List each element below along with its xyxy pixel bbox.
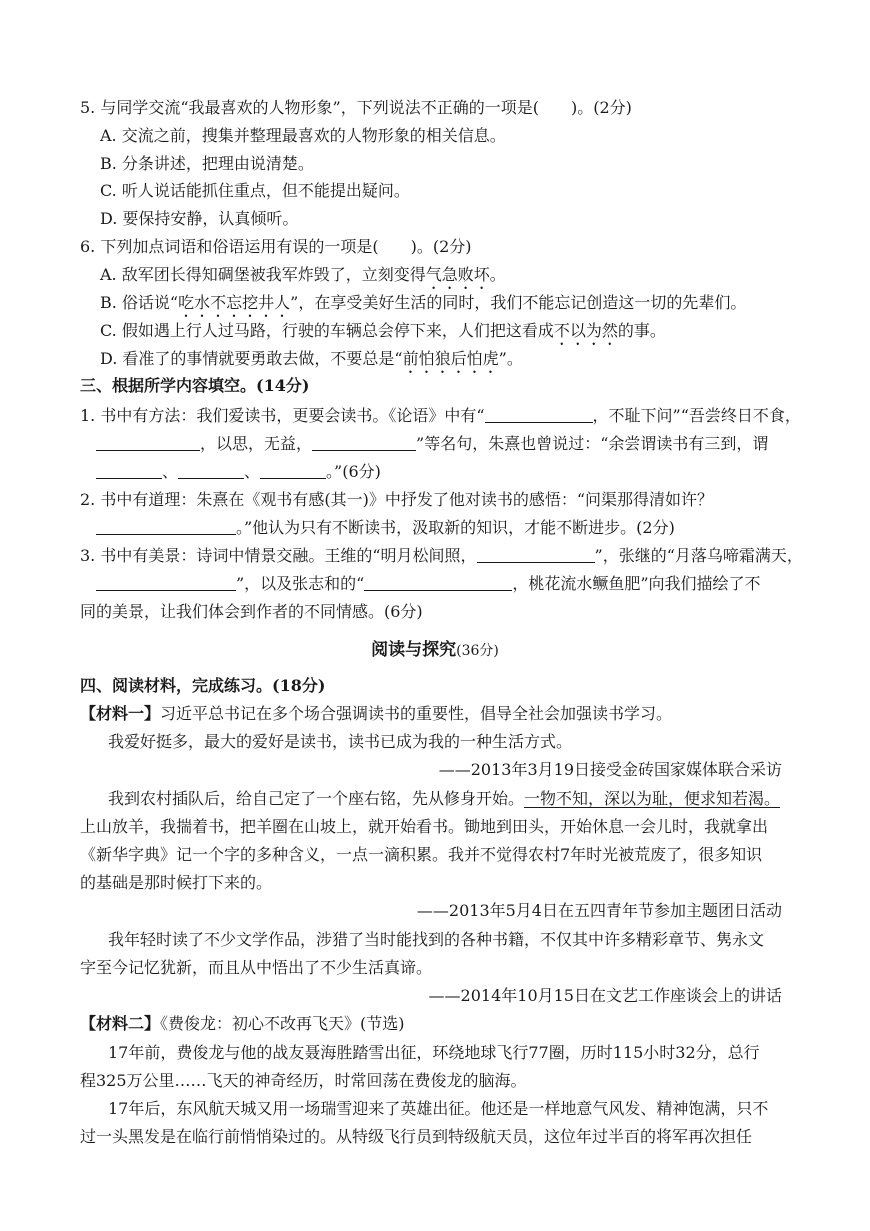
- fill-2-line-1: 2. 书中有道理：朱熹在《观书有感(其一)》中抒发了他对读书的感悟：“问渠那得清如许？: [80, 490, 714, 509]
- fill-3-text: ”，以及张志和的“: [236, 574, 365, 593]
- fill-1-text: 。”(6分): [326, 462, 381, 481]
- fill-3-text: 3. 书中有美景：诗词中情景交融。王维的“明月松间照，: [80, 546, 477, 565]
- question-5-option-a: A. 交流之前，搜集并整理最喜欢的人物形象的相关信息。: [100, 126, 506, 145]
- fill-3-line-2: [80, 574, 761, 594]
- option-b-end: ”，在享受美好生活的同时，我们不能忘记创造这一切的先辈们。: [290, 293, 747, 312]
- dotted-phrase: 气急败坏: [425, 265, 490, 284]
- question-6-option-b: [100, 293, 746, 321]
- fill-1-text: 、: [162, 462, 179, 481]
- answer-blank[interactable]: [312, 434, 416, 451]
- fill-1-text: 、: [244, 462, 261, 481]
- underlined-sentence: 一物不知，深以为耻，便求知若渴。: [524, 789, 781, 808]
- dotted-phrase: 前怕狼后怕虎: [402, 349, 499, 368]
- fill-1-text: ，不耻下问”“吾尝终日不食，: [592, 406, 801, 425]
- fill-1-text: 1. 书中有方法：我们爱读书，更要会读书。《论语》中有“: [80, 406, 485, 425]
- material-1-source-2: ——2013年5月4日在五四青年节参加主题团日活动: [416, 901, 782, 920]
- material-1-quote-3-line-1: 我年轻时读了不少文学作品，涉猎了当时能找到的各种书籍，不仅其中许多精彩章节、隽永文: [108, 930, 765, 949]
- question-6-stem: 6. 下列加点词语和俗语运用有误的一项是( )。(2分): [80, 237, 472, 256]
- quote-text: 我到农村插队后，给自己定了一个座右铭，先从修身开始。: [108, 789, 525, 808]
- material-1-source-3: ——2014年10月15日在文艺工作座谈会上的讲话: [428, 986, 782, 1005]
- material-1-source-1: ——2013年3月19日接受金砖国家媒体联合采访: [438, 760, 782, 779]
- fill-1-line-3: [80, 462, 381, 482]
- fill-3-line-1: [80, 546, 803, 566]
- material-1-quote-3-line-2: 字至今记忆犹新，而且从中悟出了不少生活真谛。: [80, 958, 433, 977]
- answer-blank[interactable]: [485, 406, 593, 423]
- section-3-title: 三、根据所学内容填空。(14分): [80, 376, 310, 395]
- material-2-line-2: 程325万公里……飞天的神奇经历，时常回荡在费俊龙的脑海。: [80, 1071, 527, 1090]
- fill-3-text: ”，张继的“月落乌啼霜满天，: [594, 546, 803, 565]
- material-2-line-1: 17年前，费俊龙与他的战友聂海胜踏雪出征，环绕地球飞行77圈，历时115小时32分，总行: [108, 1043, 760, 1062]
- answer-blank[interactable]: [96, 462, 162, 479]
- material-1-quote-2-line-3: 《新华字典》记一个字的多种含义，一点一滴积累。我并不觉得农村7年时光被荒废了，很多知识: [80, 845, 763, 864]
- material-1-text: 习近平总书记在多个场合强调读书的重要性，倡导全社会加强读书学习。: [160, 704, 673, 723]
- fill-1-text: ”等名句，朱熹也曾说过：“余尝谓读书有三到，谓: [416, 434, 769, 453]
- material-2-heading: [80, 1014, 405, 1034]
- material-1-intro: [80, 704, 672, 724]
- section-4-title: 四、阅读材料，完成练习。(18分): [80, 676, 326, 695]
- option-d-end: ”。: [498, 349, 523, 368]
- answer-blank[interactable]: [477, 546, 595, 563]
- dotted-phrase: 不以为然: [553, 321, 618, 340]
- answer-blank[interactable]: [260, 462, 326, 479]
- option-d-text: D. 看准了的事情就要勇敢去做，不要总是“: [100, 349, 403, 368]
- material-1-quote-2-line-2: 上山放羊，我揣着书，把羊圈在山坡上，就开始看书。锄地到田头，开始休息一会儿时，我就拿出: [80, 817, 769, 836]
- question-6-option-d: [100, 349, 523, 377]
- question-5-option-b: B. 分条讲述，把理由说清楚。: [100, 154, 314, 173]
- material-1-quote-2-line-1: [108, 789, 780, 809]
- question-6-option-c: [100, 321, 666, 349]
- material-1-quote-2-line-4: 的基础是那时候打下来的。: [80, 873, 273, 892]
- answer-blank[interactable]: [364, 574, 512, 591]
- option-a-end: 。: [489, 265, 506, 284]
- question-5-option-c: C. 听人说话能抓住重点，但不能提出疑问。: [100, 181, 410, 200]
- fill-3-line-3: 同的美景，让我们体会到作者的不同情感。(6分): [80, 602, 423, 621]
- question-5-option-d: D. 要保持安静，认真倾听。: [100, 209, 299, 228]
- fill-2-line-2: [80, 518, 675, 538]
- answer-blank[interactable]: [96, 434, 200, 451]
- fill-3-text: ，桃花流水鳜鱼肥”向我们描绘了不: [512, 574, 761, 593]
- material-2-label: 【材料二】: [80, 1014, 161, 1033]
- heading-text: 阅读与探究: [371, 640, 457, 660]
- answer-blank[interactable]: [178, 462, 244, 479]
- question-5-stem: 5. 与同学交流“我最喜欢的人物形象”，下列说法不正确的一项是( )。(2分): [80, 98, 632, 117]
- option-c-end: 的事。: [617, 321, 666, 340]
- fill-1-line-1: [80, 406, 801, 426]
- fill-2-text: 。”他认为只有不断读书，汲取新的知识，才能不断进步。(2分): [236, 518, 675, 537]
- material-1-label: 【材料一】: [80, 704, 161, 723]
- heading-score: (36分): [456, 643, 499, 659]
- dotted-phrase: 吃水不忘挖井人: [178, 293, 291, 312]
- fill-1-line-2: [80, 434, 768, 454]
- question-6-option-a: [100, 265, 506, 293]
- option-c-text: C. 假如遇上行人过马路，行驶的车辆总会停下来，人们把这看成: [100, 321, 554, 340]
- option-b-text: B. 俗话说“: [100, 293, 179, 312]
- fill-1-text: ，以思，无益，: [200, 434, 313, 453]
- material-2-line-3: 17年后，东风航天城又用一场瑞雪迎来了英雄出征。他还是一样地意气风发、精神饱满，只不: [108, 1099, 769, 1118]
- option-a-text: A. 敌军团长得知碉堡被我军炸毁了，立刻变得: [100, 265, 426, 284]
- material-2-title: 《费俊龙：初心不改再飞天》(节选): [160, 1014, 405, 1033]
- answer-blank[interactable]: [96, 574, 236, 591]
- reading-section-heading: [0, 640, 870, 662]
- material-2-line-4: 过一头黑发是在临行前悄悄染过的。从特级飞行员到特级航天员，这位年过半百的将军再次担任: [80, 1127, 753, 1146]
- material-1-quote-1: 我爱好挺多，最大的爱好是读书，读书已成为我的一种生活方式。: [108, 732, 573, 751]
- answer-blank[interactable]: [96, 518, 236, 535]
